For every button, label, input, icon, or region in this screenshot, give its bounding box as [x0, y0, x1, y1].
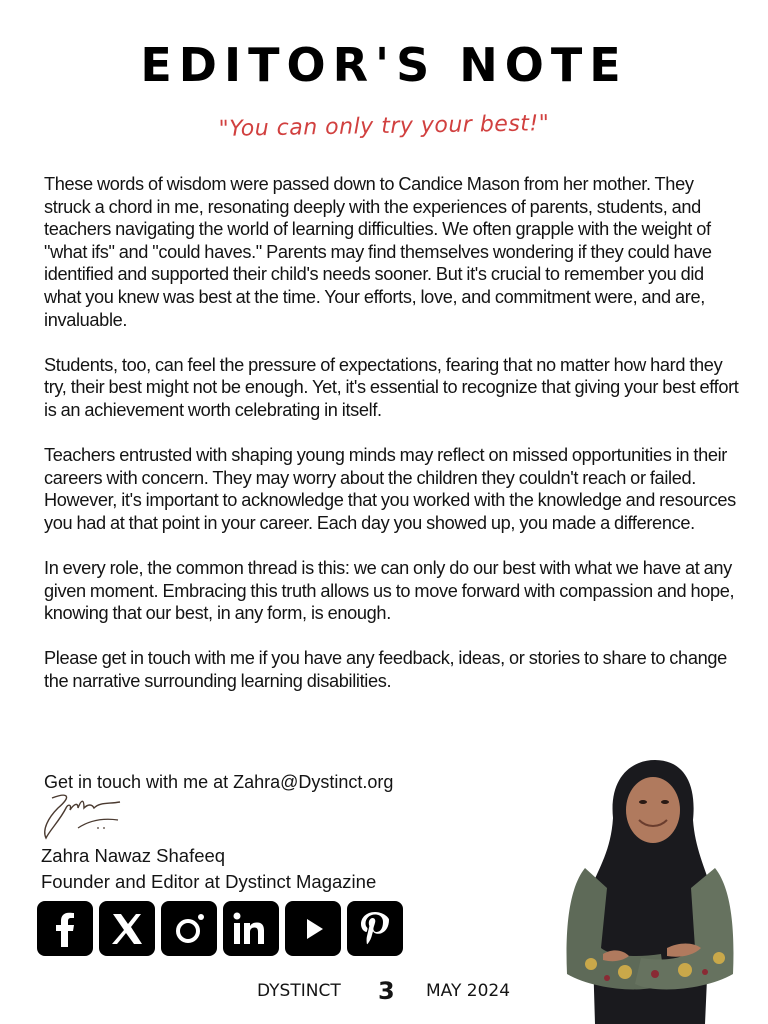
footer-brand: DYSTINCT: [257, 981, 341, 1001]
paragraph: These words of wisdom were passed down to Candice Mason from her mother. They struck a chord in me, resonating deeply with the experiences of parents, students, and teachers navigating the world of learning difficulties. We often grapple with the weight of "what ifs" and "could haves." Parents may find themselves wondering if they could have identified and supported their child's needs sooner. But it's crucial to remember you did what you knew was best at the time. Your efforts, love, and commitment were, and are, invaluable.: [44, 174, 712, 330]
paragraph: Teachers entrusted with shaping young minds may reflect on missed opportunities in their careers with concern. They may worry about the children they couldn't reach or failed. However, it's important to acknowledge that you worked with the knowledge and resources you had at that point in your career. Each day you showed up, you made a difference.: [44, 445, 736, 533]
youtube-link[interactable]: [285, 901, 341, 956]
page-title: EDITOR'S NOTE: [140, 38, 628, 92]
linkedin-icon: [231, 909, 271, 949]
x-icon: [107, 909, 147, 949]
signature-image: [38, 790, 138, 842]
facebook-icon: [45, 909, 85, 949]
paragraph: Please get in touch with me if you have any feedback, ideas, or stories to share to change the narrative surrounding learning disabilities.: [44, 648, 727, 692]
pull-quote: "You can only try your best!": [218, 111, 550, 142]
facebook-link[interactable]: [37, 901, 93, 956]
contact-line[interactable]: Get in touch with me at Zahra@Dystinct.org: [44, 772, 394, 792]
paragraph: In every role, the common thread is this: we can only do our best with what we have at any given moment. Embracing this truth allows us to move forward with compassion and hope, knowing that our best, in any form, is enough.: [44, 558, 735, 624]
page-number: 3: [378, 977, 395, 1005]
instagram-icon: [169, 909, 209, 949]
paragraph: Students, too, can feel the pressure of expectations, fearing that no matter how hard they try, their best might not be enough. Yet, it's essential to recognize that giving your best effort is an achievement worth celebrating in itself.: [44, 354, 739, 420]
author-role: Founder and Editor at Dystinct Magazine: [41, 871, 377, 892]
author-block: [41, 843, 376, 895]
youtube-icon: [293, 909, 333, 949]
social-links: [37, 901, 403, 956]
issue-date: MAY 2024: [426, 981, 511, 1001]
article-body: [44, 173, 744, 715]
pinterest-link[interactable]: [347, 901, 403, 956]
author-photo: [555, 758, 745, 1024]
author-name: Zahra Nawaz Shafeeq: [41, 845, 226, 866]
x-link[interactable]: [99, 901, 155, 956]
pinterest-icon: [355, 909, 395, 949]
instagram-link[interactable]: [161, 901, 217, 956]
linkedin-link[interactable]: [223, 901, 279, 956]
